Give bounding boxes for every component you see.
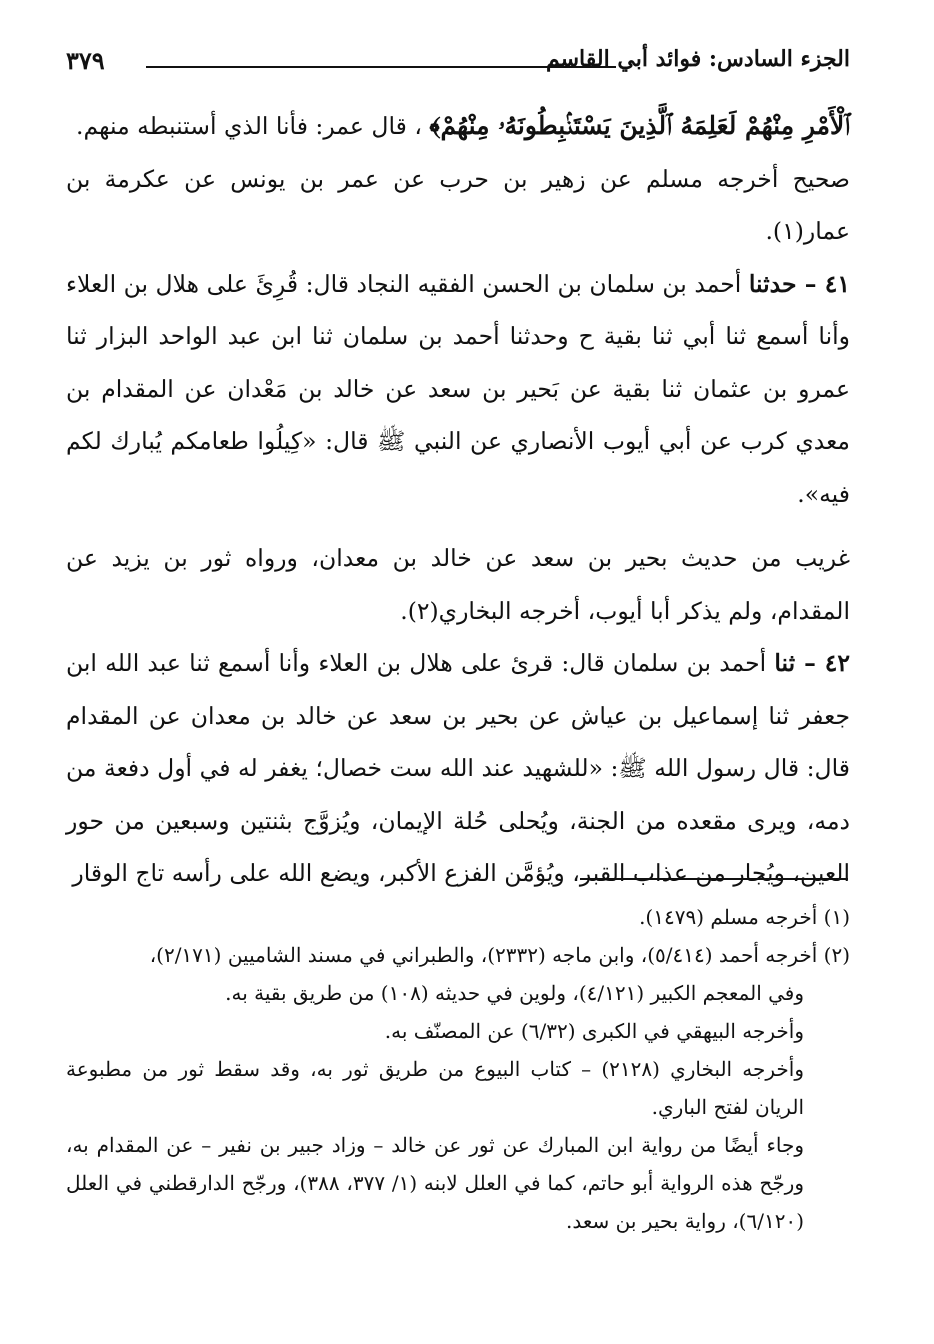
paragraph-text: ، قال عمر: فأنا الذي أستنبطه منهم. (76, 112, 422, 140)
footnote-2-continuation: وأخرجه البخاري (٢١٢٨) – كتاب البيوع من طريق ثور به، وقد سقط ثور من مطبوعة الريان لفتح الباري. (66, 1057, 804, 1119)
paragraph-quran-verse (66, 100, 850, 153)
footnote-2-continuation: وفي المعجم الكبير (٤/١٢١)، ولوين في حديثه (١٠٨) من طريق بقية به. (225, 981, 804, 1005)
paragraph-gharib: غريب من حديث بحير بن سعد عن خالد بن معدان، ورواه ثور بن يزيد عن المقدام، ولم يذكر أبا أيوب، أخرجه البخاري(٢). (66, 544, 850, 625)
running-title: الجزء السادس: فوائد أبي القاسم (545, 46, 850, 72)
hadith-number: ٤١ – حدثنا (748, 269, 850, 298)
footnote-2-continuation: وأخرجه البيهقي في الكبرى (٦/٣٢) عن المصنّف به. (384, 1019, 804, 1043)
page-header (66, 42, 850, 82)
paragraph-sahih: صحيح أخرجه مسلم عن زهير بن حرب عن عمر بن يونس عن عكرمة بن عمار(١). (66, 164, 850, 245)
footnote-1: (١) أخرجه مسلم (١٤٧٩). (639, 905, 850, 929)
main-text (66, 100, 850, 900)
footnote-2: (٢) أخرجه أحمد (٥/٤١٤)، وابن ماجه (٢٣٣٢)، والطبراني في مسند الشاميين (٢/١٧١)، (149, 943, 850, 967)
hadith-text: أحمد بن سلمان بن الحسن الفقيه النجاد قال: قُرِئَ على هلال بن العلاء وأنا أسمع ثنا أبي ثنا بقية ح وحدثنا أحمد بن سلمان ثنا ابن عبد الواحد البزار ثنا عمرو بن عثمان ثنا بقية عن بَحير بن سعد عن خالد بن مَعْدان عن المقدام بن معدي كرب عن أبي أيوب الأنصاري عن النبي ﷺ قال: «كِيلُوا طعامكم يُبارك لكم فيه». (66, 269, 850, 508)
quran-verse: ٱلْأَمْرِ مِنْهُمْ لَعَلِمَهُ ٱلَّذِينَ يَسْتَنۢبِطُونَهُۥ مِنْهُمْ﴾ (429, 111, 850, 140)
hadith-text: أحمد بن سلمان قال: قرئ على هلال بن العلاء وأنا أسمع ثنا عبد الله ابن جعفر ثنا إسماعيل بن عياش عن بحير بن سعد عن خالد بن معدان عن المقدام قال: قال رسول الله ﷺ: «للشهيد عند الله ست خصال؛ يغفر له في أول دفعة من دمه، ويرى مقعده من الجنة، ويُحلى حُلة الإيمان، ويُزوَّج بثنتين وسبعين من حور العين، ويُجار من عذاب القبر، ويُؤمَّن الفزع الأكبر، ويضع الله على رأسه تاج الوقار (66, 649, 850, 887)
hadith-number: ٤٢ – ثنا (774, 649, 850, 677)
hadith-42 (66, 637, 850, 900)
footnote-separator (580, 878, 848, 880)
footnotes (66, 898, 850, 1240)
footnote-2-continuation: وجاء أيضًا من رواية ابن المبارك عن ثور عن خالد – وزاد جبير بن نفير – عن المقدام به، ورجّح هذه الرواية أبو حاتم، كما في العلل لابنه (١/ ٣٧٧، ٣٨٨)، ورجّح الدارقطني في العلل (٦/١٢٠)، رواية بحير بن سعد. (66, 1133, 804, 1233)
page-number: ٣٧٩ (66, 46, 105, 75)
hadith-41 (66, 258, 850, 521)
